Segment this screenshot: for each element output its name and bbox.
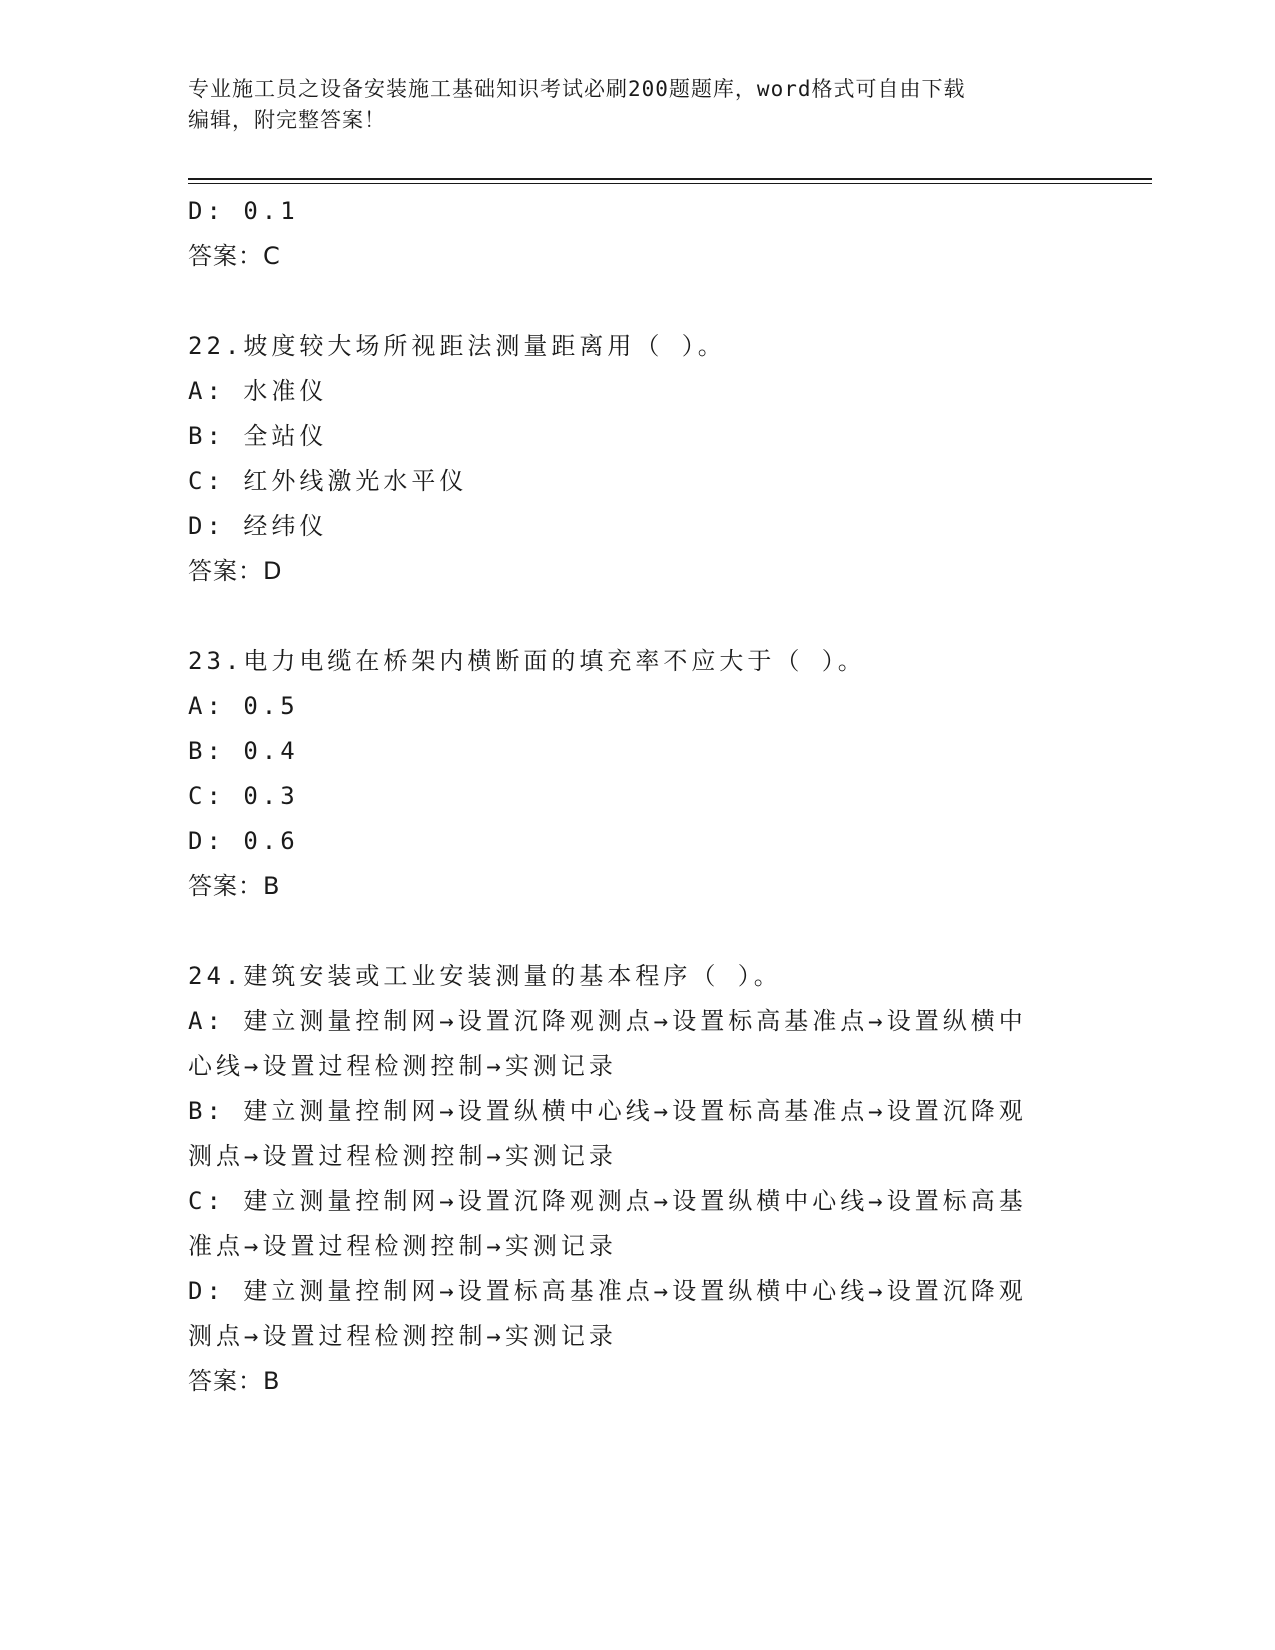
header-rule-thin bbox=[188, 183, 1152, 184]
header-title-line-1: 专业施工员之设备安装施工基础知识考试必刷200题题库，word格式可自由下载 bbox=[188, 77, 966, 101]
question-content bbox=[188, 189, 1088, 1404]
spacer bbox=[188, 909, 1088, 954]
question-23 bbox=[188, 639, 1088, 909]
option-b-line-2: 测点→设置过程检测控制→实测记录 bbox=[188, 1142, 617, 1170]
answer-line: 答案：D bbox=[188, 557, 283, 585]
option-d: D: 经纬仪 bbox=[188, 512, 328, 540]
answer-line: 答案：B bbox=[188, 872, 281, 900]
option-c: C: 红外线激光水平仪 bbox=[188, 467, 468, 495]
header-rule-thick bbox=[188, 178, 1152, 180]
option-d-line-2: 测点→设置过程检测控制→实测记录 bbox=[188, 1322, 617, 1350]
option-d: D: 0.6 bbox=[188, 827, 299, 855]
option-a-line-2: 心线→设置过程检测控制→实测记录 bbox=[188, 1052, 617, 1080]
header-title-line-2: 编辑，附完整答案！ bbox=[188, 108, 386, 132]
answer-line: 答案：C bbox=[188, 242, 281, 270]
option-a bbox=[188, 999, 1088, 1089]
question-stem: 24.建筑安装或工业安装测量的基本程序（ ）。 bbox=[188, 962, 782, 990]
spacer bbox=[188, 594, 1088, 639]
option-c-line-1: C: 建立测量控制网→设置沉降观测点→设置纵横中心线→设置标高基 bbox=[188, 1187, 1027, 1215]
option-a: A: 0.5 bbox=[188, 692, 299, 720]
previous-question-tail bbox=[188, 189, 1088, 279]
answer-line: 答案：B bbox=[188, 1367, 281, 1395]
option-d: D: 0.1 bbox=[188, 197, 299, 225]
option-b: B: 0.4 bbox=[188, 737, 299, 765]
page-header bbox=[188, 74, 1068, 136]
option-d-line-1: D: 建立测量控制网→设置标高基准点→设置纵横中心线→设置沉降观 bbox=[188, 1277, 1027, 1305]
option-a: A: 水准仪 bbox=[188, 377, 328, 405]
question-22 bbox=[188, 324, 1088, 594]
question-stem: 23.电力电缆在桥架内横断面的填充率不应大于（ ）。 bbox=[188, 647, 866, 675]
option-a-line-1: A: 建立测量控制网→设置沉降观测点→设置标高基准点→设置纵横中 bbox=[188, 1007, 1027, 1035]
spacer bbox=[188, 279, 1088, 324]
option-c: C: 0.3 bbox=[188, 782, 299, 810]
question-stem: 22.坡度较大场所视距法测量距离用（ ）。 bbox=[188, 332, 726, 360]
option-b bbox=[188, 1089, 1088, 1179]
question-24 bbox=[188, 954, 1088, 1404]
option-b: B: 全站仪 bbox=[188, 422, 328, 450]
option-c bbox=[188, 1179, 1088, 1269]
option-c-line-2: 准点→设置过程检测控制→实测记录 bbox=[188, 1232, 617, 1260]
option-b-line-1: B: 建立测量控制网→设置纵横中心线→设置标高基准点→设置沉降观 bbox=[188, 1097, 1027, 1125]
option-d bbox=[188, 1269, 1088, 1359]
